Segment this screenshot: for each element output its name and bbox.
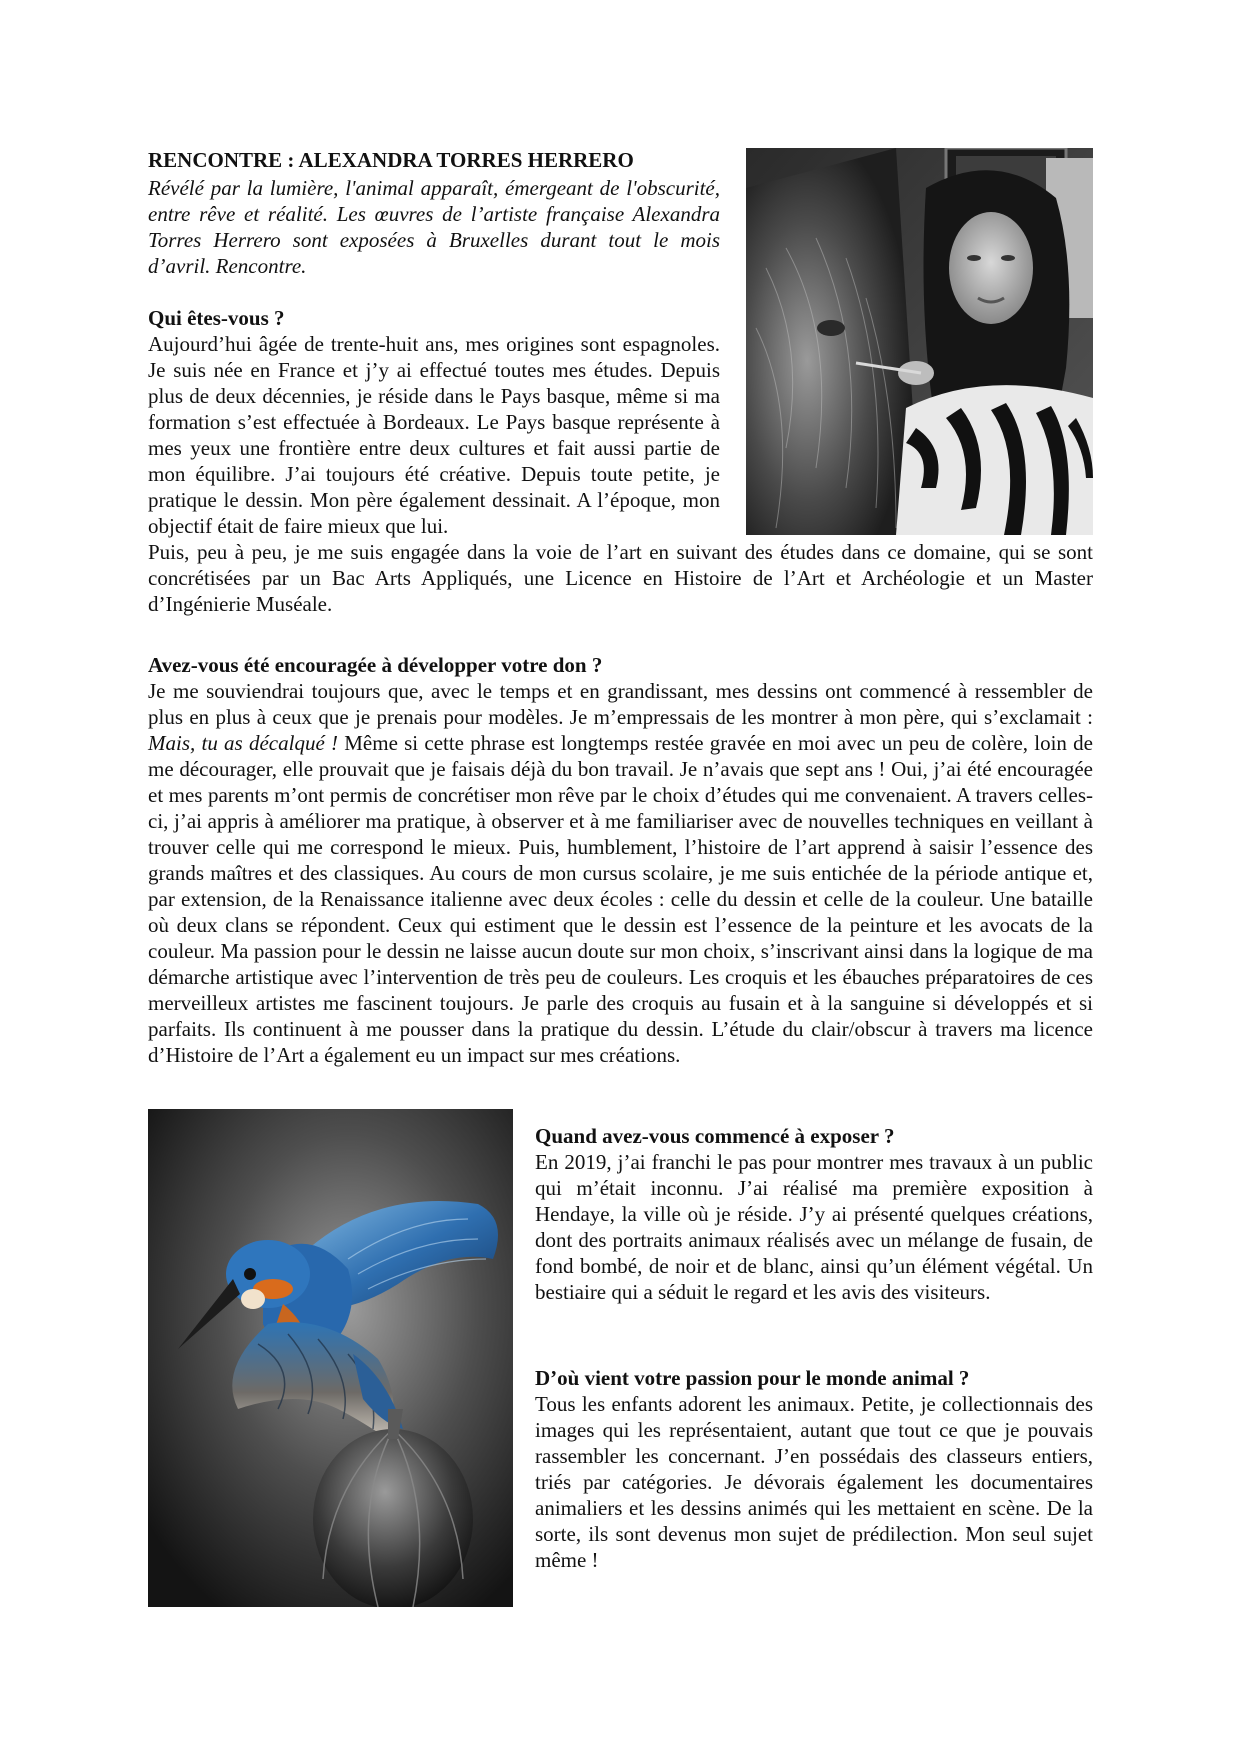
father-quote: Mais, tu as décalqué !	[148, 731, 338, 755]
section-body: Tous les enfants adorent les animaux. Petite, je collectionnais des images qui les représentaient, autant que tout ce que je pouvais rassembler les concernant. J’en possédais des classeurs entiers, triés par catégories. Je dévorais également les documentaires animaliers et les dessins animés qui les mettaient en scène. De la sorte, ils sont devenus mon sujet de prédilection. Mon seul sujet même !	[535, 1392, 1093, 1572]
section-body-continued: Puis, peu à peu, je me suis engagée dans la voie de l’art en suivant des études dans ce domaine, qui se sont concrétisées par un Bac Arts Appliqués, une Licence en Histoire de l’Art et Archéologie et un Master d’Ingénierie Muséale.	[148, 540, 1093, 616]
section-body	[148, 678, 1093, 1068]
section-heading: D’où vient votre passion pour le monde animal ?	[535, 1366, 970, 1390]
article-intro: Révélé par la lumière, l'animal apparaît, émergeant de l'obscurité, entre rêve et réalité. Les œuvres de l’artiste française Alexandra Torres Herrero sont exposées à Bruxelles durant tout le mois d’avril. Rencontre.	[148, 176, 720, 278]
article-title: RENCONTRE : ALEXANDRA TORRES HERRERO	[148, 148, 634, 172]
section-body: Aujourd’hui âgée de trente-huit ans, mes origines sont espagnoles. Je suis née en France et j’y ai effectué toutes mes études. Depuis plus de deux décennies, je réside dans le Pays basque, même si ma formation s’est effectuée à Bordeaux. Le Pays basque représente à mes yeux une frontière entre deux cultures et fait aussi partie de mon équilibre. J’ai toujours été créative. Depuis toute petite, je pratique le dessin. Mon père également dessinait. A l’époque, mon objectif était de faire mieux que lui.	[148, 332, 720, 538]
section-animal-passion	[535, 1365, 1093, 1573]
section-encouraged	[148, 652, 1093, 1068]
body-text: Je me souviendrai toujours que, avec le temps et en grandissant, mes dessins ont commencé à ressembler de plus en plus à ceux que je prenais pour modèles. Je m’empressais de les montrer à mon père, qui s’exclamait :	[148, 679, 1093, 729]
artist-portrait-photo	[746, 148, 1093, 535]
section-heading: Qui êtes-vous ?	[148, 306, 285, 330]
section-when-exhibit	[535, 1123, 1093, 1305]
kingfisher-painting	[148, 1109, 513, 1607]
kingfisher-illustration	[148, 1109, 513, 1607]
section-who-are-you	[148, 305, 720, 539]
body-text: Même si cette phrase est longtemps restée gravée en moi avec un peu de colère, loin de me décourager, elle prouvait que je faisais déjà du bon travail. Je n’avais que sept ans ! Oui, j’ai été encouragée et mes parents m’ont permis de concrétiser mon rêve par le choix d’études qui me convenaient. A travers celles-ci, j’ai appris à améliorer ma pratique, à observer et à me familiariser avec de nouvelles techniques en veillant à trouver celle qui me correspond le mieux. Puis, humblement, l’histoire de l’art apprend à saisir l’essence des grands maîtres et des classiques. Au cours de mon cursus scolaire, je me suis entichée de la période antique et, par extension, de la Renaissance italienne avec deux écoles : celle du dessin et celle de la couleur. Une bataille où deux clans se répondent. Ceux qui estiment que le dessin est l’essence de la peinture et les avocats de la couleur. Ma passion pour le dessin ne laisse aucun doute sur mon choix, s’inscrivant ainsi dans la logique de ma démarche artistique avec l’intervention de très peu de couleurs. Les croquis et les ébauches préparatoires de ces merveilleux artistes me fascinent toujours. Je parle des croquis au fusain et à la sanguine si développés et si parfaits. Ils continuent à me pousser dans la pratique du dessin. L’étude du clair/obscur à travers ma licence d’Histoire de l’Art a également eu un impact sur mes créations.	[148, 731, 1093, 1067]
section-heading: Quand avez-vous commencé à exposer ?	[535, 1124, 895, 1148]
section-body: En 2019, j’ai franchi le pas pour montrer mes travaux à un public qui m’était inconnu. J’ai réalisé ma première exposition à Hendaye, la ville où je réside. J’y ai présenté quelques créations, dont des portraits animaux réalisés avec un mélange de fusain, de fond bombé, de noir et de blanc, ainsi qu’un élément végétal. Un bestiaire qui a séduit le regard et les avis des visiteurs.	[535, 1150, 1093, 1304]
portrait-illustration	[746, 148, 1093, 535]
section-heading: Avez-vous été encouragée à développer votre don ?	[148, 653, 603, 677]
